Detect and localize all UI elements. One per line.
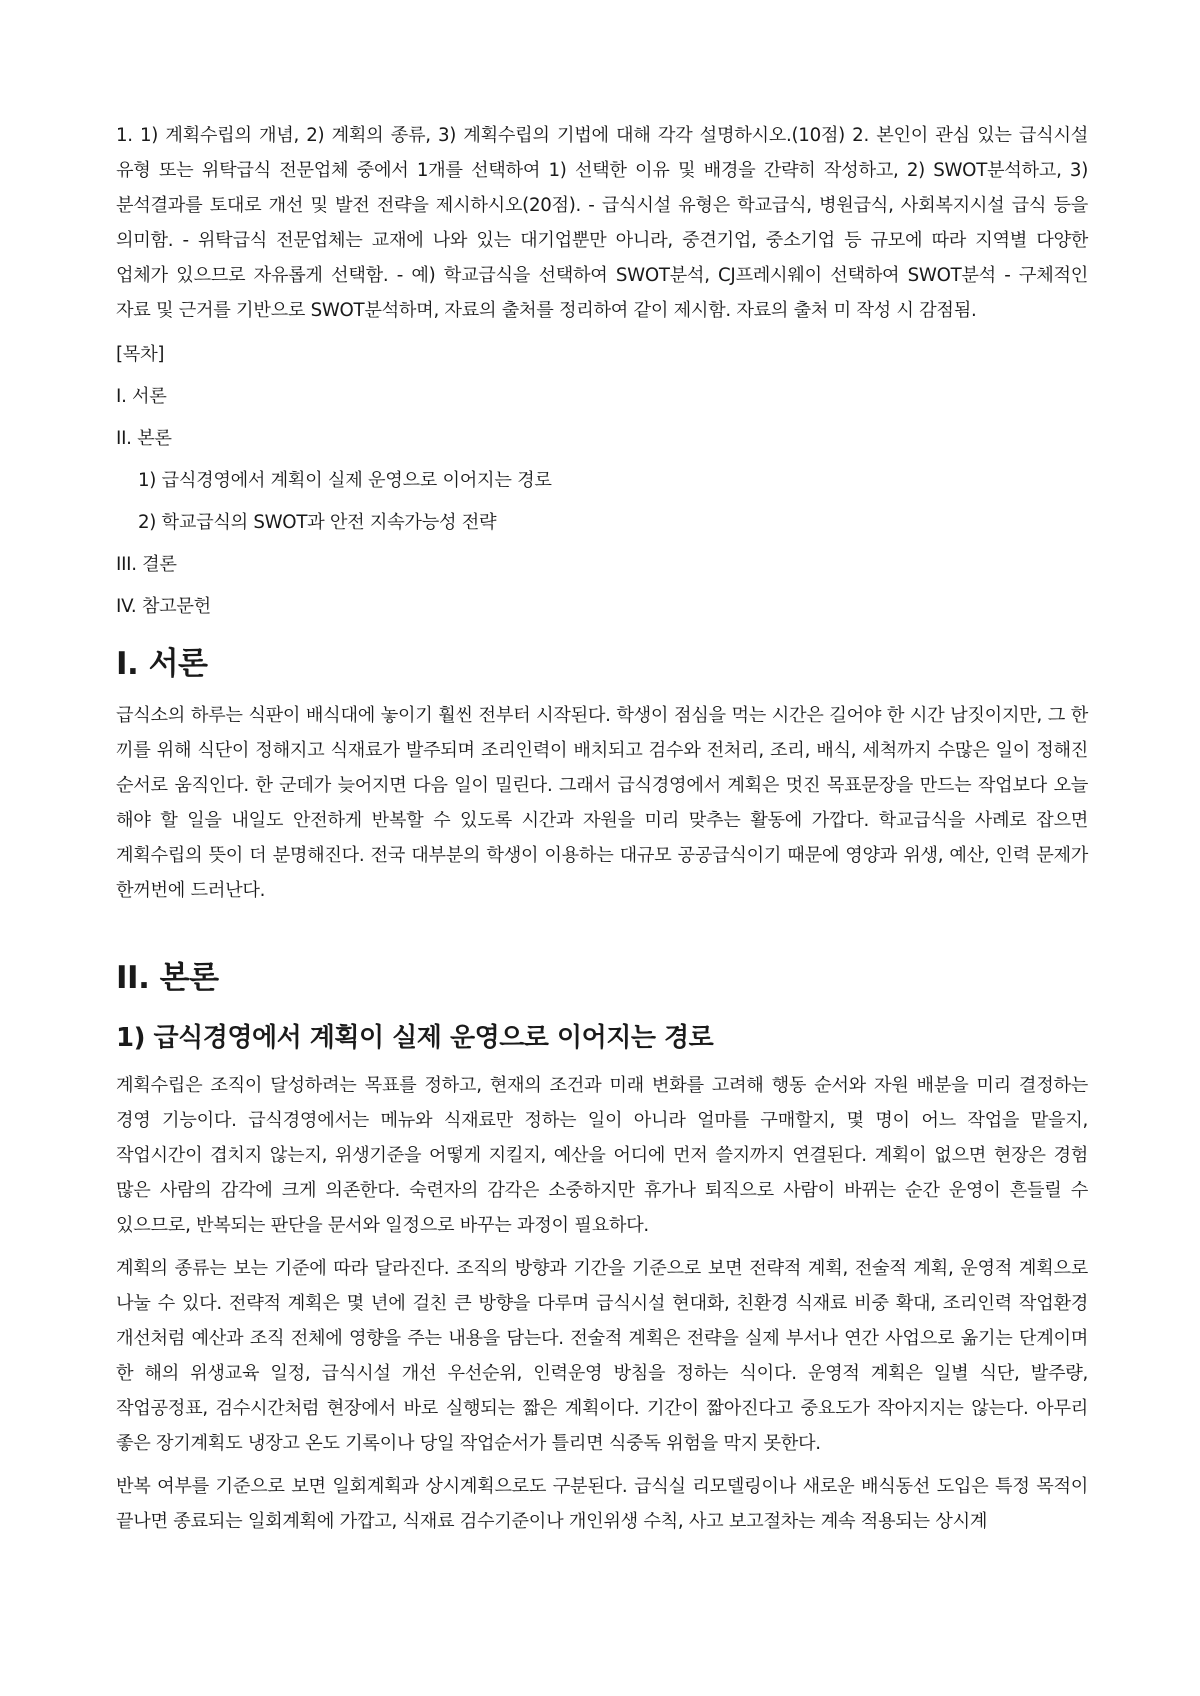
toc-item-body-sub1: 1) 급식경영에서 계획이 실제 운영으로 이어지는 경로 [138,470,552,491]
introduction-heading: I. 서론 [116,646,208,682]
toc-item-conclusion: III. 결론 [116,554,177,575]
toc-item-body: II. 본론 [116,428,172,449]
subsection-1-paragraph-1: 계획수립은 조직이 달성하려는 목표를 정하고, 현재의 조건과 미래 변화를 고려해 행동 순서와 자원 배분을 미리 결정하는 경영 기능이다. 급식경영에서는 메뉴와 식재료만 정하는 일이 아니라 얼마를 구매할지, 몇 명이 어느 작업을 맡을지, 작업시간이 겹치지 않는지, 위생기준을 어떻게 지킬지, 예산을 어디에 먼저 쓸지까지 연결된다. 계획이 없으면 현장은 경험 많은 사람의 감각에 크게 의존한다. 숙련자의 감각은 소중하지만 휴가나 퇴직으로 사람이 바뀌는 순간 운영이 흔들릴 수 있으므로, 반복되는 판단을 문서와 일정으로 바꾸는 과정이 필요하다. [116,1075,1088,1236]
body-heading: II. 본론 [116,960,219,996]
subsection-1-paragraph-2: 계획의 종류는 보는 기준에 따라 달라진다. 조직의 방향과 기간을 기준으로 보면 전략적 계획, 전술적 계획, 운영적 계획으로 나눌 수 있다. 전략적 계획은 몇 년에 걸친 큰 방향을 다루며 급식시설 현대화, 친환경 식재료 비중 확대, 조리인력 작업환경 개선처럼 예산과 조직 전체에 영향을 주는 내용을 담는다. 전술적 계획은 전략을 실제 부서나 연간 사업으로 옮기는 단계이며 한 해의 위생교육 일정, 급식시설 개선 우선순위, 인력운영 방침을 정하는 식이다. 운영적 계획은 일별 식단, 발주량, 작업공정표, 검수시간처럼 현장에서 바로 실행되는 짧은 계획이다. 기간이 짧아진다고 중요도가 작아지지는 않는다. 아무리 좋은 장기계획도 냉장고 온도 기록이나 당일 작업순서가 틀리면 식중독 위험을 막지 못한다. [116,1258,1088,1454]
toc-title: [목차] [116,344,165,365]
toc-item-references: IV. 참고문헌 [116,596,211,617]
assignment-question: 1. 1) 계획수립의 개념, 2) 계획의 종류, 3) 계획수립의 기법에 대해 각각 설명하시오.(10점) 2. 본인이 관심 있는 급식시설 유형 또는 위탁급식 전문업체 중에서 1개를 선택하여 1) 선택한 이유 및 배경을 간략히 작성하고, 2) SWOT분석하고, 3) 분석결과를 토대로 개선 및 발전 전략을 제시하시오(20점). - 급식시설 유형은 학교급식, 병원급식, 사회복지시설 급식 등을 의미함. - 위탁급식 전문업체는 교재에 나와 있는 대기업뿐만 아니라, 중견기업, 중소기업 등 규모에 따라 지역별 다양한 업체가 있으므로 자유롭게 선택함. - 예) 학교급식을 선택하여 SWOT분석, CJ프레시웨이 선택하여 SWOT분석 - 구체적인 자료 및 근거를 기반으로 SWOT분석하며, 자료의 출처를 정리하여 같이 제시함. 자료의 출처 미 작성 시 감점됨. [116,125,1088,321]
section-spacer [116,916,1088,938]
subsection-1-heading: 1) 급식경영에서 계획이 실제 운영으로 이어지는 경로 [116,1023,714,1053]
toc-item-introduction: I. 서론 [116,386,167,407]
subsection-1-paragraph-3: 반복 여부를 기준으로 보면 일회계획과 상시계획으로도 구분된다. 급식실 리모델링이나 새로운 배식동선 도입은 특정 목적이 끝나면 종료되는 일회계획에 가깝고, 식재료 검수기준이나 개인위생 수칙, 사고 보고절차는 계속 적용되는 상시계 [116,1476,1088,1532]
introduction-paragraph: 급식소의 하루는 식판이 배식대에 놓이기 훨씬 전부터 시작된다. 학생이 점심을 먹는 시간은 길어야 한 시간 남짓이지만, 그 한 끼를 위해 식단이 정해지고 식재료가 발주되며 조리인력이 배치되고 검수와 전처리, 조리, 배식, 세척까지 수많은 일이 정해진 순서로 움직인다. 한 군데가 늦어지면 다음 일이 밀린다. 그래서 급식경영에서 계획은 멋진 목표문장을 만드는 작업보다 오늘 해야 할 일을 내일도 안전하게 반복할 수 있도록 시간과 자원을 미리 맞추는 활동에 가깝다. 학교급식을 사례로 잡으면 계획수립의 뜻이 더 분명해진다. 전국 대부분의 학생이 이용하는 대규모 공공급식이기 때문에 영양과 위생, 예산, 인력 문제가 한꺼번에 드러난다. [116,705,1088,901]
toc-item-body-sub2: 2) 학교급식의 SWOT과 안전 지속가능성 전략 [138,512,497,533]
